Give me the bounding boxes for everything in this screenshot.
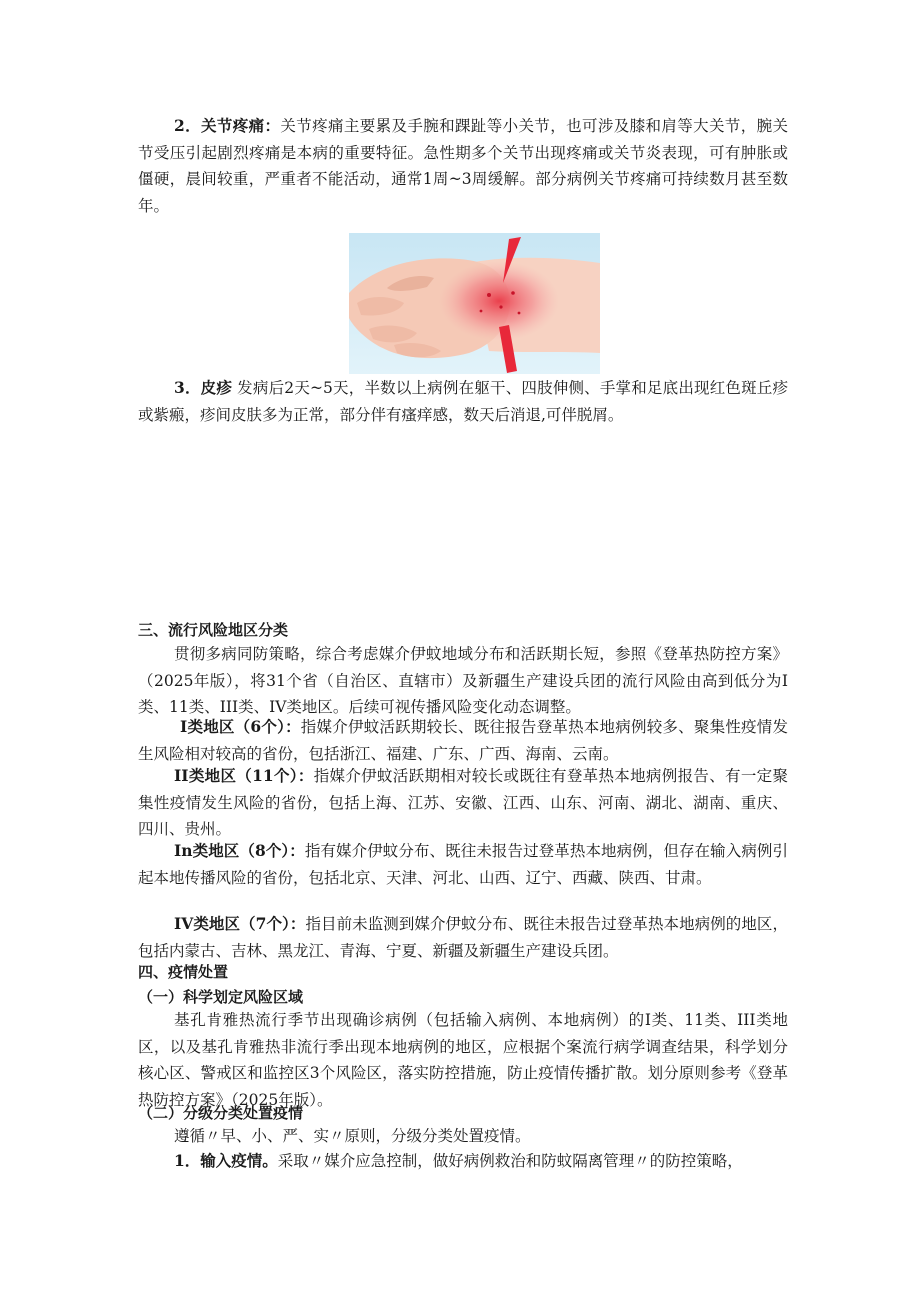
category-1-text: 指媒介伊蚊活跃期较长、既往报告登革热本地病例较多、聚集性疫情发生风险相对较高的省份，包括浙江、福建、广东、广西、海南、云南。 xyxy=(138,718,788,763)
category-3-text: 指有媒介伊蚊分布、既往未报告过登革热本地病例，但存在输入病例引起本地传播风险的省份，包括北京、天津、河北、山西、辽宁、西藏、陕西、甘肃。 xyxy=(138,842,788,887)
subsection-1-text: 基孔肯雅热流行季节出现确诊病例（包括输入病例、本地病例）的I类、11类、III类地区，以及基孔肯雅热非流行季出现本地病例的地区，应根据个案流行病学调查结果，科学划分核心区、警戒区和监控区3个风险区，落实防控措施，防止疫情传播扩散。划分原则参考《登革热防控方案》（2025年版）。 xyxy=(138,1011,788,1109)
joint-pain-label: 2．关节疼痛： xyxy=(174,116,281,135)
wrist-pain-illustration xyxy=(349,233,600,374)
section4-heading: 四、疫情处置 xyxy=(138,963,229,981)
category-3-label: In类地区（8个）： xyxy=(174,841,305,860)
subsection-2-text: 遵循〃早、小、严、实〃原则，分级分类处置疫情。 xyxy=(174,1127,531,1145)
section3-heading: 三、流行风险地区分类 xyxy=(138,621,289,639)
item-1-paragraph xyxy=(138,1148,788,1175)
rash-label: 3．皮疹 xyxy=(174,378,233,397)
category-4-paragraph xyxy=(138,911,788,964)
rash-text: 发病后2天~5天，半数以上病例在躯干、四肢伸侧、手掌和足底出现红色斑丘疹或紫瘢，疹间皮肤多为正常，部分伴有瘙痒感，数天后消退,可伴脱屑。 xyxy=(138,379,788,424)
joint-pain-paragraph xyxy=(138,113,788,219)
item-1-label: 1．输入疫情。 xyxy=(174,1151,278,1170)
category-4-label: IV类地区（7个）： xyxy=(174,914,306,933)
category-2-label: II类地区（11个）： xyxy=(174,766,314,785)
category-2-paragraph xyxy=(138,763,788,843)
category-2-text: 指媒介伊蚊活跃期相对较长或既往有登革热本地病例报告、有一定聚集性疫情发生风险的省份，包括上海、江苏、安徽、江西、山东、河南、湖北、湖南、重庆、四川、贵州。 xyxy=(138,767,788,838)
category-1-label: I类地区（6个）： xyxy=(180,717,301,736)
category-4-text: 指目前未监测到媒介伊蚊分布、既往未报告过登革热本地病例的地区，包括内蒙古、吉林、黑龙江、青海、宁夏、新疆及新疆生产建设兵团。 xyxy=(138,915,788,960)
rash-paragraph xyxy=(138,375,788,428)
subsection-2-heading: （二）分级分类处置疫情 xyxy=(138,1104,304,1122)
item-1-text: 采取〃媒介应急控制，做好病例救治和防蚊隔离管理〃的防控策略， xyxy=(277,1152,743,1170)
joint-pain-text: 关节疼痛主要累及手腕和踝趾等小关节，也可涉及膝和肩等大关节，腕关节受压引起剧烈疼痛是本病的重要特征。急性期多个关节出现疼痛或关节炎表现，可有肿胀或僵硬，晨间较重，严重者不能活动，通常1周~3周缓解。部分病例关节疼痛可持续数月甚至数年。 xyxy=(138,117,788,215)
subsection-1-heading: （一）科学划定风险区域 xyxy=(138,988,304,1006)
category-3-paragraph xyxy=(138,838,788,891)
category-1-paragraph xyxy=(138,714,788,767)
section3-intro: 贯彻多病同防策略，综合考虑媒介伊蚊地域分布和活跃期长短，参照《登革热防控方案》（2025年版），将31个省（自治区、直辖市）及新疆生产建设兵团的流行风险由高到低分为I类、11类、III类、IV类地区。后续可视传播风险变化动态调整。 xyxy=(138,645,788,716)
